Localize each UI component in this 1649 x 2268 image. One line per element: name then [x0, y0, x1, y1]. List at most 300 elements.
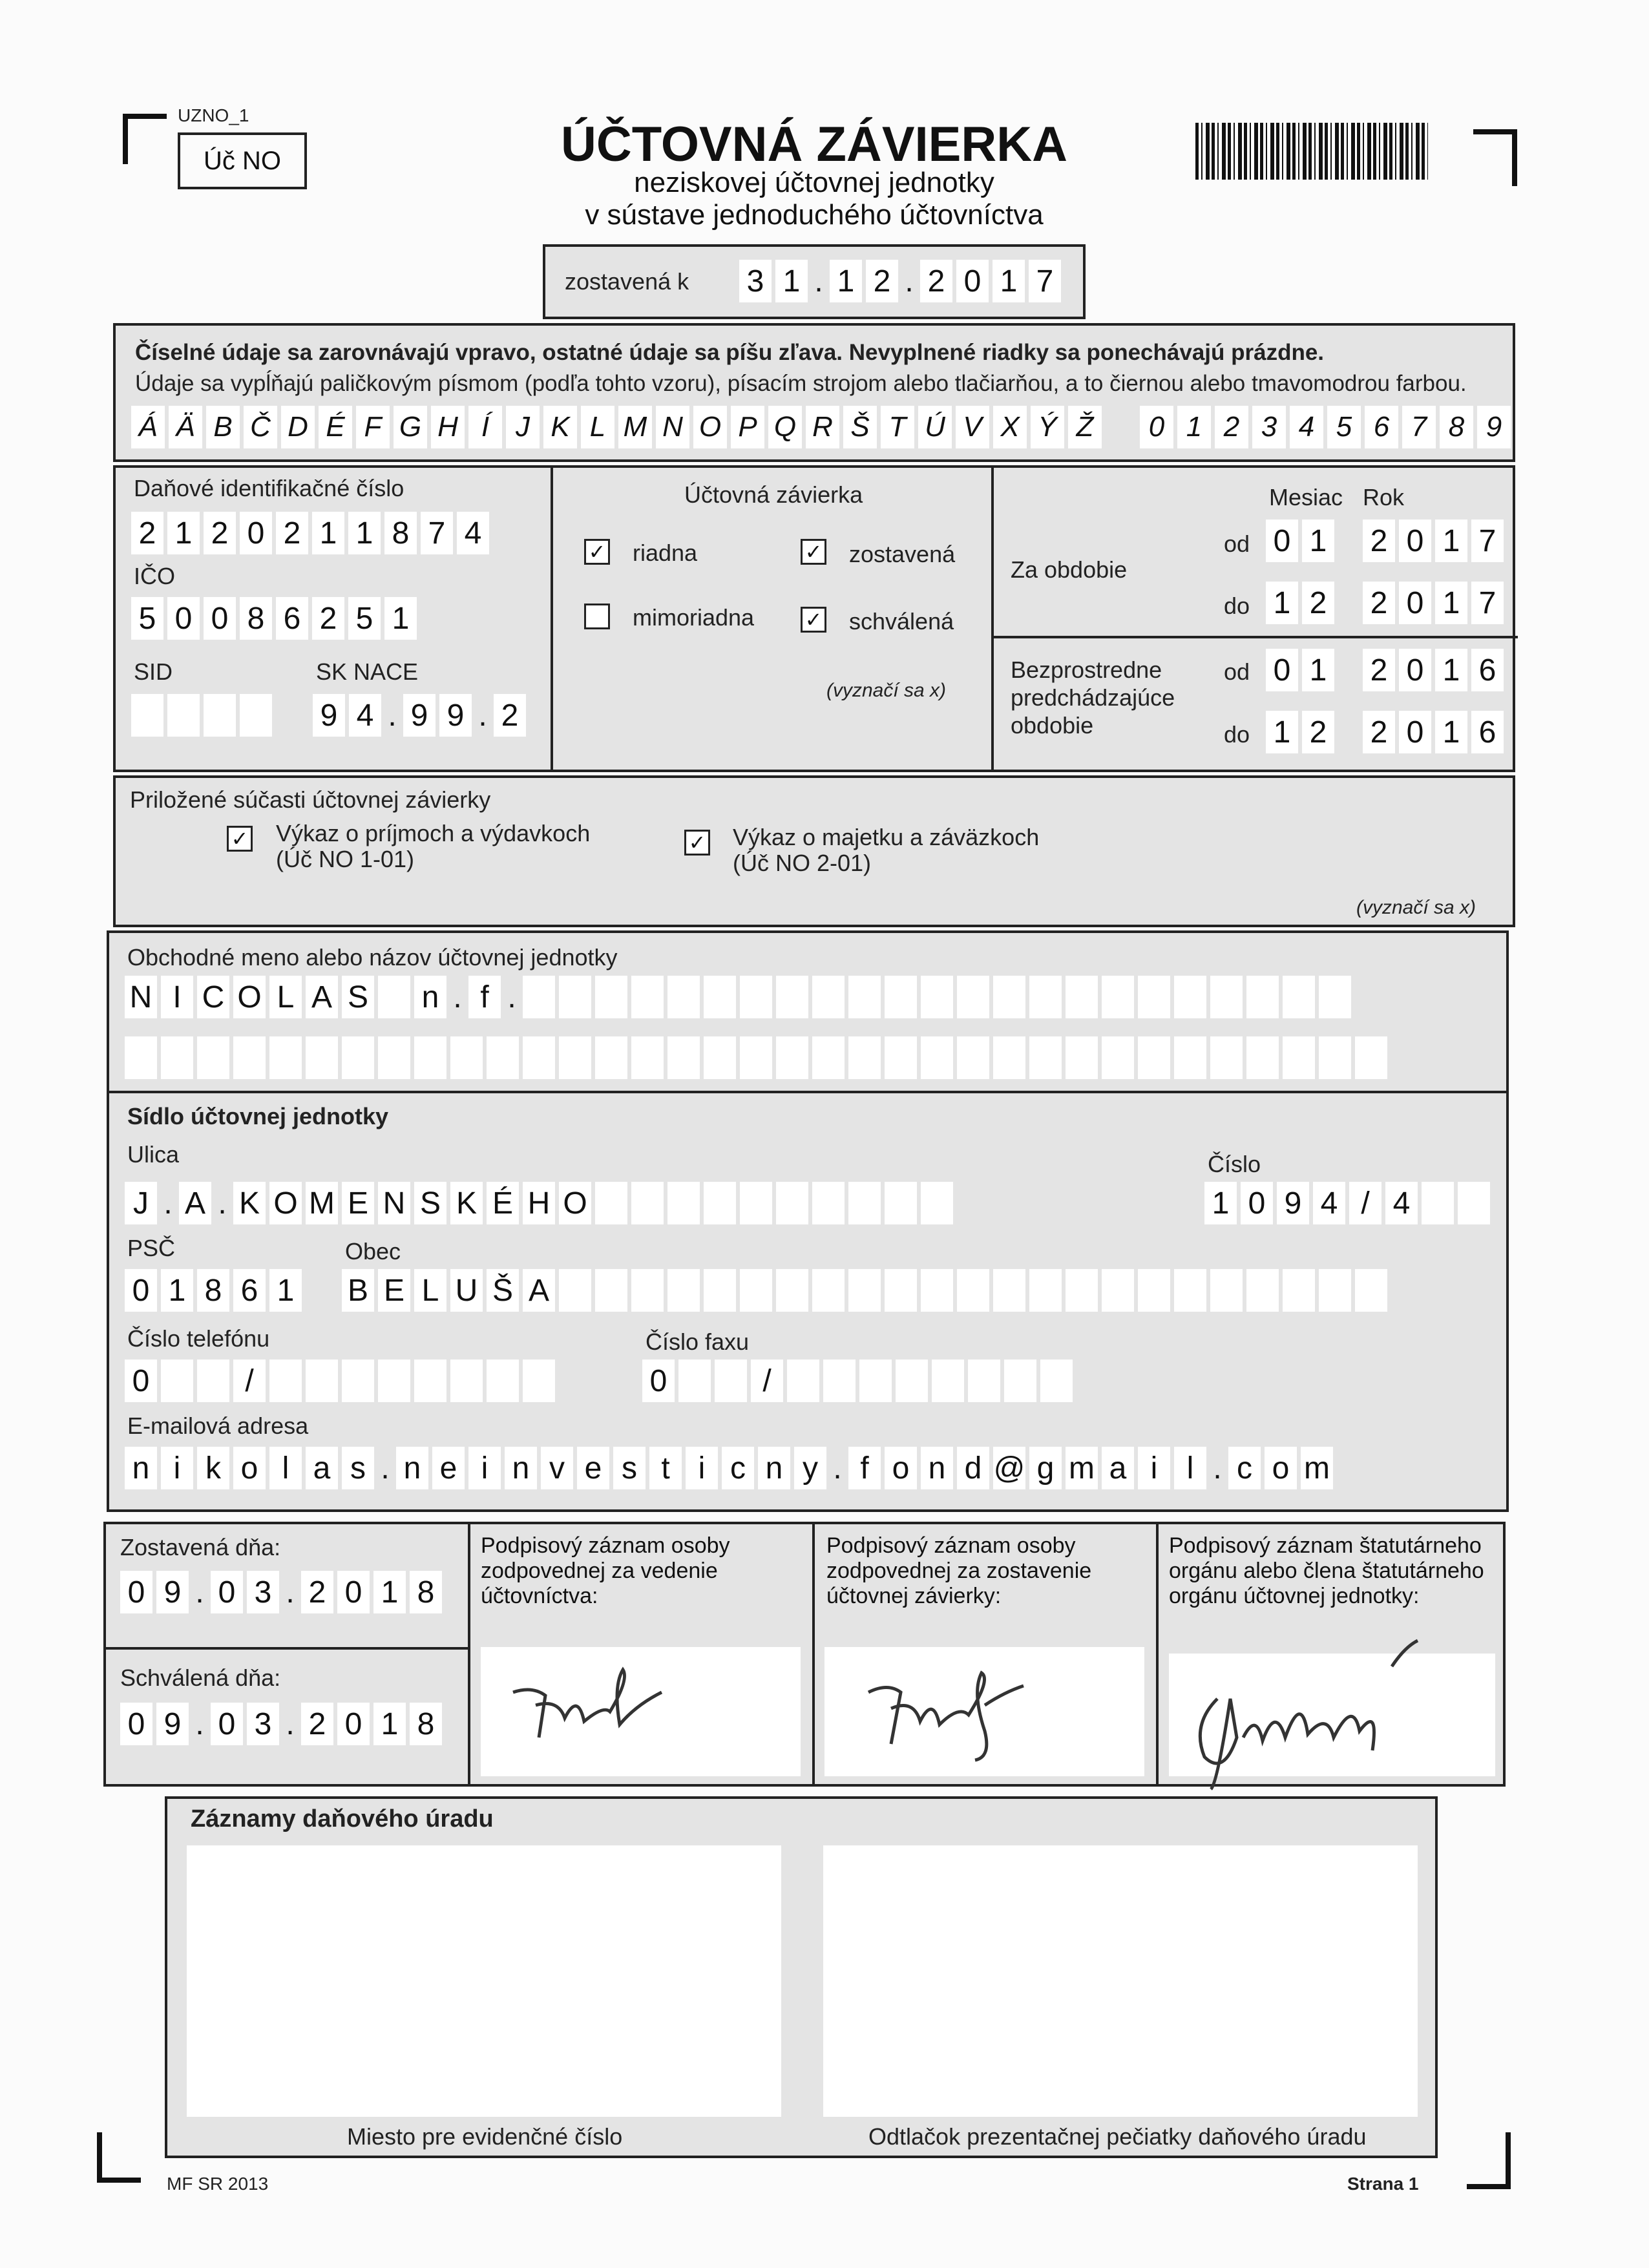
char-cell: 7	[1029, 260, 1061, 302]
char-cell: 0	[956, 260, 989, 302]
char-cell: .	[286, 1575, 295, 1610]
char-cell: 5	[1327, 406, 1361, 448]
char-cell	[885, 1036, 917, 1079]
char-cell: s	[342, 1447, 374, 1489]
char-cell: 8	[384, 512, 417, 554]
instructions-line-1: Číselné údaje sa zarovnávajú vpravo, ostatné údaje sa píšu zľava. Nevyplnené riadky sa ponechávajú prázdne.	[135, 340, 1325, 365]
char-cell: L	[414, 1269, 446, 1312]
assets-statement-label-2: (Úč NO 2-01)	[733, 850, 872, 876]
char-cell	[631, 1269, 664, 1312]
char-cell: m	[1066, 1447, 1098, 1489]
char-cell: n	[396, 1447, 428, 1489]
char-cell: 3	[247, 1571, 279, 1613]
riadna-label: riadna	[633, 540, 698, 566]
char-cell	[957, 1269, 989, 1312]
char-cell: 2	[1363, 711, 1395, 753]
char-cell: J	[125, 1182, 157, 1224]
char-cell: 1	[1302, 649, 1334, 691]
entity-name-cells	[125, 976, 1351, 1018]
form-code: UZNO_1	[178, 105, 249, 125]
schvalena-checkbox[interactable]: ✓	[801, 607, 826, 633]
char-cell: 6	[233, 1269, 266, 1312]
char-cell	[233, 1036, 266, 1079]
previous-period-label-1: Bezprostredne	[1011, 656, 1162, 683]
char-cell	[378, 1360, 410, 1402]
char-cell: 0	[1399, 649, 1431, 691]
char-cell: 1	[1302, 520, 1334, 562]
char-cell	[678, 1360, 711, 1402]
char-cell: n	[125, 1447, 157, 1489]
char-cell: 2	[494, 694, 526, 737]
zostavena-label: zostavená	[849, 541, 956, 567]
char-cell	[1458, 1182, 1490, 1224]
current-period-label: Za obdobie	[1011, 556, 1128, 583]
char-cell	[631, 1036, 664, 1079]
char-cell	[125, 1036, 157, 1079]
phone-label: Číslo telefónu	[127, 1325, 270, 1352]
char-cell: 0	[125, 1269, 157, 1312]
char-cell: .	[195, 1706, 204, 1741]
char-cell: 9	[1477, 406, 1511, 448]
char-cell: Á	[131, 406, 165, 448]
char-cell: .	[833, 1451, 842, 1486]
signatures-box	[103, 1522, 1506, 1787]
char-cell	[1029, 1036, 1062, 1079]
page-subtitle-1: neziskovej účtovnej jednotky	[634, 167, 994, 198]
char-cell	[167, 694, 200, 737]
char-cell: i	[468, 1447, 501, 1489]
char-cell	[161, 1360, 193, 1402]
char-cell: O	[693, 406, 727, 448]
char-cell: a	[306, 1447, 338, 1489]
city-label: Obec	[345, 1238, 401, 1265]
char-cell: L	[269, 976, 302, 1018]
char-cell	[342, 1360, 374, 1402]
char-cell: Š	[843, 406, 877, 448]
char-cell	[740, 976, 772, 1018]
char-cell: 2	[1302, 582, 1334, 624]
email-label: E-mailová adresa	[127, 1412, 309, 1439]
char-cell: .	[388, 698, 397, 733]
current-to-label: do	[1224, 593, 1250, 619]
char-cell: a	[1102, 1447, 1134, 1489]
char-cell: 0	[120, 1703, 152, 1745]
previous-from-month	[1266, 649, 1334, 691]
char-cell	[378, 976, 410, 1018]
signature-1-scribble	[507, 1666, 675, 1772]
approved-on-cells	[120, 1703, 442, 1745]
fax-cells	[642, 1360, 1073, 1402]
char-cell: 3	[247, 1703, 279, 1745]
char-cell	[776, 1182, 808, 1224]
char-cell: V	[956, 406, 989, 448]
char-cell: X	[993, 406, 1027, 448]
char-cell: 9	[439, 694, 472, 737]
char-cell	[1283, 976, 1315, 1018]
char-cell	[885, 1269, 917, 1312]
char-cell: 0	[642, 1360, 675, 1402]
char-cell: J	[506, 406, 540, 448]
char-cell	[197, 1360, 229, 1402]
char-cell: L	[581, 406, 614, 448]
psc-cells	[125, 1269, 302, 1312]
char-cell: 0	[211, 1571, 243, 1613]
char-cell	[776, 1269, 808, 1312]
char-cell	[1102, 1269, 1134, 1312]
char-cell: É	[487, 1182, 519, 1224]
char-cell: 0	[1266, 649, 1298, 691]
month-header: Mesiac	[1269, 484, 1343, 510]
char-cell	[885, 976, 917, 1018]
char-cell: 2	[301, 1571, 333, 1613]
char-cell	[848, 1269, 881, 1312]
char-cell	[559, 976, 591, 1018]
char-cell	[1246, 976, 1279, 1018]
char-cell	[1138, 1269, 1170, 1312]
assets-statement-checkbox[interactable]: ✓	[684, 830, 710, 856]
char-cell	[885, 1182, 917, 1224]
char-cell: t	[649, 1447, 682, 1489]
instructions-line-2: Údaje sa vypĺňajú paličkovým písmom (podľa tohto vzoru), písacím strojom alebo tlačiarňou, a to čiernou alebo tmavomodrou farbou.	[135, 371, 1467, 396]
char-cell	[1066, 976, 1098, 1018]
page-title: ÚČTOVNÁ ZÁVIERKA	[561, 117, 1067, 172]
char-cell: .	[478, 698, 487, 733]
char-cell: 1	[830, 260, 862, 302]
char-cell	[1102, 1036, 1134, 1079]
char-cell	[921, 1036, 953, 1079]
sknace-cells	[313, 694, 526, 737]
approved-on-label: Schválená dňa:	[120, 1664, 281, 1691]
char-cell: /	[1349, 1182, 1381, 1224]
char-cell	[1004, 1360, 1036, 1402]
char-cell: s	[613, 1447, 646, 1489]
char-cell: 1	[1435, 520, 1467, 562]
footer-left: MF SR 2013	[167, 2174, 269, 2194]
char-cell	[776, 1036, 808, 1079]
char-cell: 8	[410, 1703, 442, 1745]
attachments-box	[113, 775, 1515, 927]
zostavena-checkbox[interactable]: ✓	[801, 539, 826, 565]
char-cell: O	[559, 1182, 591, 1224]
char-cell: K	[543, 406, 577, 448]
city-cells	[342, 1269, 1387, 1312]
char-cell	[993, 1036, 1025, 1079]
char-cell	[1029, 976, 1062, 1018]
char-cell: e	[432, 1447, 465, 1489]
char-cell: n	[505, 1447, 537, 1489]
char-cell: .	[453, 980, 462, 1014]
char-cell	[812, 976, 845, 1018]
current-to-month	[1266, 582, 1334, 624]
char-cell: E	[342, 1182, 374, 1224]
char-cell: Ú	[918, 406, 952, 448]
char-cell	[667, 1036, 700, 1079]
char-cell	[1422, 1182, 1454, 1224]
char-cell: 2	[131, 512, 163, 554]
char-cell	[1283, 1269, 1315, 1312]
char-cell: C	[197, 976, 229, 1018]
char-cell: Q	[768, 406, 802, 448]
char-cell	[450, 1036, 483, 1079]
char-cell: .	[905, 264, 914, 299]
char-cell: y	[794, 1447, 826, 1489]
char-cell	[667, 1182, 700, 1224]
char-cell: .	[1213, 1451, 1222, 1486]
char-cell	[848, 1182, 881, 1224]
char-cell: 2	[920, 260, 952, 302]
char-cell: 3	[739, 260, 772, 302]
char-cell: 2	[301, 1703, 333, 1745]
char-cell: 9	[156, 1703, 189, 1745]
income-statement-checkbox[interactable]: ✓	[227, 826, 253, 852]
form-type-label: Úč NO	[204, 146, 281, 175]
char-cell	[595, 1269, 627, 1312]
char-cell	[595, 1036, 627, 1079]
registration-number-caption: Miesto pre evidenčné číslo	[347, 2123, 623, 2150]
previous-from-label: od	[1224, 658, 1250, 685]
current-to-year	[1363, 582, 1504, 624]
char-cell	[715, 1360, 747, 1402]
char-cell: 8	[1440, 406, 1473, 448]
previous-to-label: do	[1224, 721, 1250, 748]
char-cell: 0	[1241, 1182, 1273, 1224]
char-cell: 4	[1313, 1182, 1345, 1224]
char-cell: 5	[131, 597, 163, 640]
char-cell: 8	[410, 1571, 442, 1613]
corner-mark-bottom-right	[1467, 2132, 1511, 2189]
char-cell	[740, 1182, 772, 1224]
char-cell	[896, 1360, 928, 1402]
char-cell	[1066, 1036, 1098, 1079]
char-cell: 6	[1471, 711, 1504, 753]
char-cell: N	[378, 1182, 410, 1224]
char-cell: d	[957, 1447, 989, 1489]
char-cell	[1210, 1036, 1243, 1079]
char-cell: O	[233, 976, 266, 1018]
char-cell: i	[1138, 1447, 1170, 1489]
char-cell	[1138, 1036, 1170, 1079]
char-cell: Č	[244, 406, 277, 448]
street-cells	[125, 1182, 953, 1224]
char-cell: S	[414, 1182, 446, 1224]
char-cell: 2	[1363, 582, 1395, 624]
char-cell	[1319, 1036, 1351, 1079]
char-cell: .	[507, 980, 516, 1014]
char-cell: .	[814, 264, 823, 299]
char-cell: 1	[775, 260, 808, 302]
char-cell	[559, 1036, 591, 1079]
char-cell: A	[179, 1182, 211, 1224]
char-cell	[776, 976, 808, 1018]
schvalena-label: schválená	[849, 608, 954, 635]
char-cell: g	[1029, 1447, 1062, 1489]
signature-3-label: Podpisový záznam štatutárneho orgánu alebo člena štatutárneho orgánu účtovnej jednotky:	[1169, 1533, 1484, 1609]
char-cell: c	[1228, 1447, 1261, 1489]
char-cell	[787, 1360, 819, 1402]
footer-page-number: Strana 1	[1347, 2174, 1419, 2194]
char-cell	[1102, 976, 1134, 1018]
char-cell: 1	[161, 1269, 193, 1312]
char-cell	[1355, 1036, 1387, 1079]
char-cell	[523, 1360, 555, 1402]
year-header: Rok	[1363, 484, 1405, 510]
char-cell	[993, 976, 1025, 1018]
char-cell	[306, 1360, 338, 1402]
form-type-box	[178, 132, 307, 189]
char-cell: 4	[457, 512, 489, 554]
char-cell: R	[806, 406, 839, 448]
char-cell: O	[269, 1182, 302, 1224]
char-cell: T	[881, 406, 914, 448]
char-cell: P	[731, 406, 764, 448]
char-cell: A	[523, 1269, 555, 1312]
sid-cells	[131, 694, 272, 737]
entity-name-cells-row-2	[125, 1036, 1387, 1079]
barcode	[1195, 123, 1428, 180]
char-cell	[812, 1182, 845, 1224]
char-cell: 6	[1365, 406, 1398, 448]
char-cell: M	[306, 1182, 338, 1224]
sid-label: SID	[134, 658, 173, 685]
previous-period-label-2: predchádzajúce	[1011, 684, 1175, 711]
char-cell: l	[1174, 1447, 1206, 1489]
char-cell: 0	[211, 1703, 243, 1745]
char-cell: 0	[167, 597, 200, 640]
previous-from-year	[1363, 649, 1504, 691]
char-cell	[1138, 976, 1170, 1018]
char-cell	[704, 976, 736, 1018]
char-cell: 2	[276, 512, 308, 554]
char-cell: i	[686, 1447, 718, 1489]
char-cell	[559, 1269, 591, 1312]
char-cell: 7	[421, 512, 453, 554]
attachments-note: (vyznačí sa x)	[1356, 897, 1476, 918]
char-cell: Ž	[1068, 406, 1102, 448]
char-cell	[595, 976, 627, 1018]
char-cell: 0	[1399, 711, 1431, 753]
ico-label: IČO	[134, 563, 176, 589]
char-cell: 8	[240, 597, 272, 640]
char-cell	[1174, 1269, 1206, 1312]
char-cell: K	[450, 1182, 483, 1224]
previous-to-month	[1266, 711, 1334, 753]
char-cell	[342, 1036, 374, 1079]
char-cell: 4	[1385, 1182, 1418, 1224]
char-cell: 1	[1204, 1182, 1237, 1224]
char-cell: m	[1301, 1447, 1333, 1489]
char-cell: B	[342, 1269, 374, 1312]
entity-box	[107, 930, 1509, 1512]
char-cell: H	[431, 406, 465, 448]
char-cell: 2	[1302, 711, 1334, 753]
ico-cells	[131, 597, 417, 640]
digit-sample-cells	[1140, 406, 1511, 448]
char-cell: 2	[1363, 649, 1395, 691]
char-cell: 1	[348, 512, 381, 554]
char-cell	[1283, 1036, 1315, 1079]
char-cell: .	[381, 1451, 390, 1486]
current-from-month	[1266, 520, 1334, 562]
registration-number-area	[187, 1845, 781, 2117]
char-cell	[487, 1360, 519, 1402]
char-cell: M	[618, 406, 652, 448]
char-cell: I	[161, 976, 193, 1018]
dic-cells	[131, 512, 489, 554]
identification-box	[113, 465, 1515, 772]
char-cell	[848, 976, 881, 1018]
corner-mark-top-right	[1473, 129, 1517, 186]
char-cell: 1	[1435, 649, 1467, 691]
char-cell	[957, 1036, 989, 1079]
char-cell	[1355, 1269, 1387, 1312]
char-cell: n	[414, 976, 446, 1018]
char-cell	[704, 1182, 736, 1224]
char-cell	[740, 1269, 772, 1312]
char-cell: 4	[349, 694, 381, 737]
char-cell	[1040, 1360, 1073, 1402]
char-cell	[1319, 976, 1351, 1018]
compiled-date-cells	[739, 260, 1061, 302]
char-cell: 0	[1399, 520, 1431, 562]
char-cell: 1	[312, 512, 344, 554]
char-cell	[812, 1269, 845, 1312]
char-cell	[1210, 976, 1243, 1018]
char-cell: 1	[167, 512, 200, 554]
char-cell	[1066, 1269, 1098, 1312]
char-cell	[932, 1360, 964, 1402]
char-cell	[1029, 1269, 1062, 1312]
char-cell: .	[218, 1186, 227, 1221]
char-cell	[631, 1182, 664, 1224]
char-cell: k	[197, 1447, 229, 1489]
char-cell: 3	[1252, 406, 1286, 448]
char-cell	[667, 976, 700, 1018]
char-cell: f	[848, 1447, 881, 1489]
char-cell: 1	[373, 1571, 406, 1613]
char-cell: /	[751, 1360, 783, 1402]
char-cell: .	[195, 1575, 204, 1610]
char-cell: 4	[1290, 406, 1323, 448]
stamp-caption: Odtlačok prezentačnej pečiatky daňového úradu	[868, 2123, 1367, 2150]
char-cell	[450, 1360, 483, 1402]
riadna-checkbox[interactable]: ✓	[584, 539, 610, 565]
char-cell: 1	[1435, 582, 1467, 624]
char-cell	[161, 1036, 193, 1079]
char-cell: 7	[1471, 582, 1504, 624]
char-cell: G	[394, 406, 427, 448]
entity-name-label: Obchodné meno alebo názov účtovnej jednotky	[127, 944, 618, 971]
char-cell: o	[885, 1447, 917, 1489]
previous-period-label-3: obdobie	[1011, 712, 1094, 739]
char-cell: 2	[1363, 520, 1395, 562]
dic-label: Daňové identifikačné číslo	[134, 475, 404, 501]
char-cell: U	[450, 1269, 483, 1312]
char-cell: 0	[1266, 520, 1298, 562]
char-cell	[823, 1360, 856, 1402]
char-cell: 6	[276, 597, 308, 640]
mimoriadna-checkbox[interactable]	[584, 604, 610, 629]
statement-type-label: Účtovná závierka	[684, 481, 863, 508]
char-cell: 1	[1266, 711, 1298, 753]
tax-office-box	[165, 1796, 1438, 2158]
char-cell: 1	[1266, 582, 1298, 624]
char-cell: 0	[125, 1360, 157, 1402]
char-cell	[1246, 1269, 1279, 1312]
char-cell: i	[161, 1447, 193, 1489]
char-cell: 2	[866, 260, 898, 302]
email-cells	[125, 1447, 1333, 1489]
char-cell	[921, 1269, 953, 1312]
